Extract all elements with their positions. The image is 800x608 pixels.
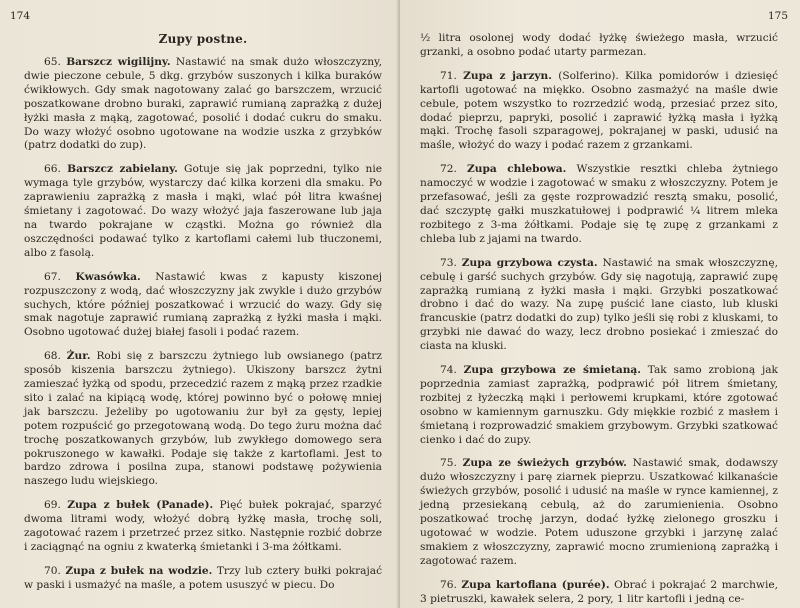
- recipe-number: 70.: [44, 564, 61, 577]
- recipe-76: [420, 579, 778, 607]
- recipe-number: 67.: [44, 270, 61, 283]
- recipe-71: [420, 70, 778, 153]
- recipe-number: 65.: [44, 56, 61, 68]
- recipe-text: Trzy lub cztery bułki pokrajać w paski i usmażyć na maśle, a potem ususzyć w piecu. Do: [24, 564, 382, 591]
- recipe-title: Zupa z bułek na wodzie.: [65, 564, 213, 577]
- recipe-text: Tak samo zrobioną jak poprzednia zamiast zaprażką, podprawić pół litrem śmietany, rozbitej z łyżeczką mąki i perłowemi krupkami, które zgotować osobno w kamiennym garnuszku. Gdy miękkie rozbić z masłem i śmietaną i rozprowadzić smakiem grzybowym. Grzybki szatkować cienko i dać do zupy.: [420, 364, 778, 446]
- recipe-number: 74.: [440, 364, 457, 377]
- recipe-number: 76.: [440, 578, 457, 591]
- recipe-text: Nastawić na smak włoszczyznę, cebulę i garść suchych grzybów. Gdy się nagotują, zaprawić zupę zaprażką rumianą z łyżki masła i mąki. Grzybki poszatkować drobno i dać do wazy. Na zupę puścić lane ciasto, lub kluski francuskie (patrz dodatki do zup) tylko jeśli się robi z kluskami, to grzybki nie dawać do wazy, lecz drobno posiekać i zmieszać do ciasta na kluski.: [420, 256, 778, 353]
- recipe-title: Zupa grzybowa czysta.: [461, 256, 598, 269]
- recipe-number: 72.: [440, 163, 457, 176]
- recipe-text: Nastawić kwas z kapusty kiszonej rozpuszczony z wodą, dać włoszczyzny jak zwykle i dużo grzybów suchych, które później poszatkować i wrzucić do wazy. Gdy się smak nagotuje zaprawić rumianą zaprażką z łyżki masła i mąki. Osobno ugotować dużej białej fasoli i podać razem.: [24, 270, 383, 339]
- recipe-title: Barszcz zabielany.: [67, 163, 178, 176]
- recipe-number: 75.: [440, 457, 457, 470]
- recipe-title: Zupa chlebowa.: [467, 163, 567, 176]
- recipe-73: [420, 257, 778, 354]
- recipe-continuation: ½ litra osolonej wody dodać łyżkę świeżego masła, wrzucić grzanki, a osobno podać utarty parmezan.: [420, 32, 778, 58]
- recipe-text: Robi się z barszczu żytniego lub owsianego (patrz sposób kiszenia barszczu żytniego). Ukiszony barszcz żytni zamieszać łyżką od spodu, przecedzić razem z mąką przez rzadkie sito i zalać na kipiącą wodę, której powinno być o połowę mniej jak barszczu. Jeżeliby po ugotowaniu żur był za gęsty, lepiej potem rozpuścić go przegotowaną wodą. Do tego żuru można dać trochę poszatkowanych grzybów, lub zwykłego domowego sera pokruszonego w kawałki. Podaje się także z kartoflami. Jest to bardzo zdrowa i posilna zupa, stanowi podstawę pożywienia naszego ludu wiejskiego.: [24, 350, 382, 488]
- recipe-72: [420, 163, 778, 246]
- recipe-text: Gotuje się jak poprzedni, tylko nie wymaga tyle grzybów, wystarczy dać kilka korzeni dla smaku. Po zaprawieniu zaprażką z masła i mąki, wlać pół litra kwaśnej śmietany i zagotować. Do wazy włożyć jaja faszerowane lub jaja na twardo pokrajane w cząstki. Można go również dla oszczędności podawać tylko z kartoflami całemi lub tłuczonemi, albo z fasolą.: [24, 163, 382, 259]
- recipe-text: (Solferino). Kilka pomidorów i dziesięć kartofli ugotować na miękko. Osobno zasmażyć na maśle dwie cebule, potem wszystko to rozrzedzić wodą, przesiać przez sito, dodać pieprzu, papryki, posolić i zaprawić łyżką masła i łyżką mąki. Trochę fasoli szparagowej, pokrajanej w paski, udusić na maśle, włożyć do wazy i podać razem z grzankami.: [420, 69, 778, 152]
- recipe-title: Zupa z jarzyn.: [463, 69, 552, 82]
- recipe-text: Obrać i pokrajać 2 marchwie, 3 pietruszki, kawałek selera, 2 pory, 1 litr kartofli i jedną ce-: [420, 578, 778, 605]
- recipe-text: Wszystkie resztki chleba żytniego namoczyć w wodzie i zagotować w smaku z włoszczyzny. Potem je przefasować, jeśli za gęste rozprowadzić resztą smaku, posolić, dać szczyptę gałki muszkatułowej i podprawić ¼ litrem mleka rozbitego z 3-ma żółtkami. Podaje się tę zupę z grzankami z chleba lub z jajami na twardo.: [420, 163, 779, 245]
- recipe-number: 73.: [440, 256, 457, 269]
- recipe-title: Barszcz wigilijny.: [66, 56, 171, 68]
- recipe-67: [24, 271, 382, 341]
- recipe-title: Żur.: [66, 350, 91, 363]
- recipe-75: [420, 457, 778, 568]
- recipe-66: [24, 163, 382, 260]
- recipe-text: Nastawić na smak dużo włoszczyzny, dwie pieczone cebule, 5 dkg. grzybów suszonych i kilka buraków ćwikłowych. Gdy smak nagotowany zalać go barszczem, wrzucić poszatkowane drobno buraki, zaprawić rumianą zaprażką z dużej łyżki masła z mąką, zagotować, posolić i dodać cukru do smaku. Do wazy włożyć osobno ugotowane na wodzie uszka z grzybków (patrz dodatki do zup).: [24, 56, 382, 152]
- recipe-number: 71.: [440, 69, 457, 82]
- recipe-text: Pięć bułek pokrajać, sparzyć dwoma litrami wody, włożyć dobrą łyżkę masła, trochę soli, zagotować razem i przetrzeć przez sitko. Następnie rozbić dobrze i zaciągnąć na ogniu z kwaterką śmietanki i 3-ma żółtkami.: [24, 499, 382, 553]
- recipe-title: Zupa z bułek (Panade).: [67, 499, 214, 512]
- recipe-title: Zupa kartoflana (purée).: [461, 578, 610, 591]
- recipe-number: 68.: [44, 350, 61, 363]
- recipe-title: Zupa ze świeżych grzybów.: [462, 457, 627, 470]
- recipe-text: Nastawić smak, dodawszy dużo włoszczyzny i parę ziarnek pieprzu. Uszatkować kilkanaście świeżych grzybów, posolić i udusić na maśle w rynce kamiennej, z jedną przesiekaną cebulą, aż do zarumienienia. Osobno poszatkować trochę jarzyn, dodać łyżkę zielonego groszku i ugotować w wodzie. Potem uduszone grzybki i jarzynę zalać smakiem z włoszczyzny, zaprawić mocno zrumienioną zaprażką i zagotować razem.: [420, 457, 778, 567]
- recipe-number: 69.: [44, 499, 61, 512]
- page-number-left: 174: [10, 10, 31, 22]
- recipe-69: [24, 499, 382, 555]
- recipe-68: [24, 350, 382, 489]
- recipe-70: [24, 565, 382, 593]
- recipe-65: [24, 56, 382, 153]
- recipe-number: 66.: [44, 163, 61, 176]
- page-number-right: 175: [767, 10, 788, 22]
- recipe-title: Zupa grzybowa ze śmietaną.: [463, 364, 641, 377]
- recipe-74: [420, 364, 778, 447]
- section-heading: Zupy postne.: [158, 32, 248, 46]
- right-page: [400, 0, 800, 608]
- recipe-title: Kwasówka.: [75, 270, 141, 283]
